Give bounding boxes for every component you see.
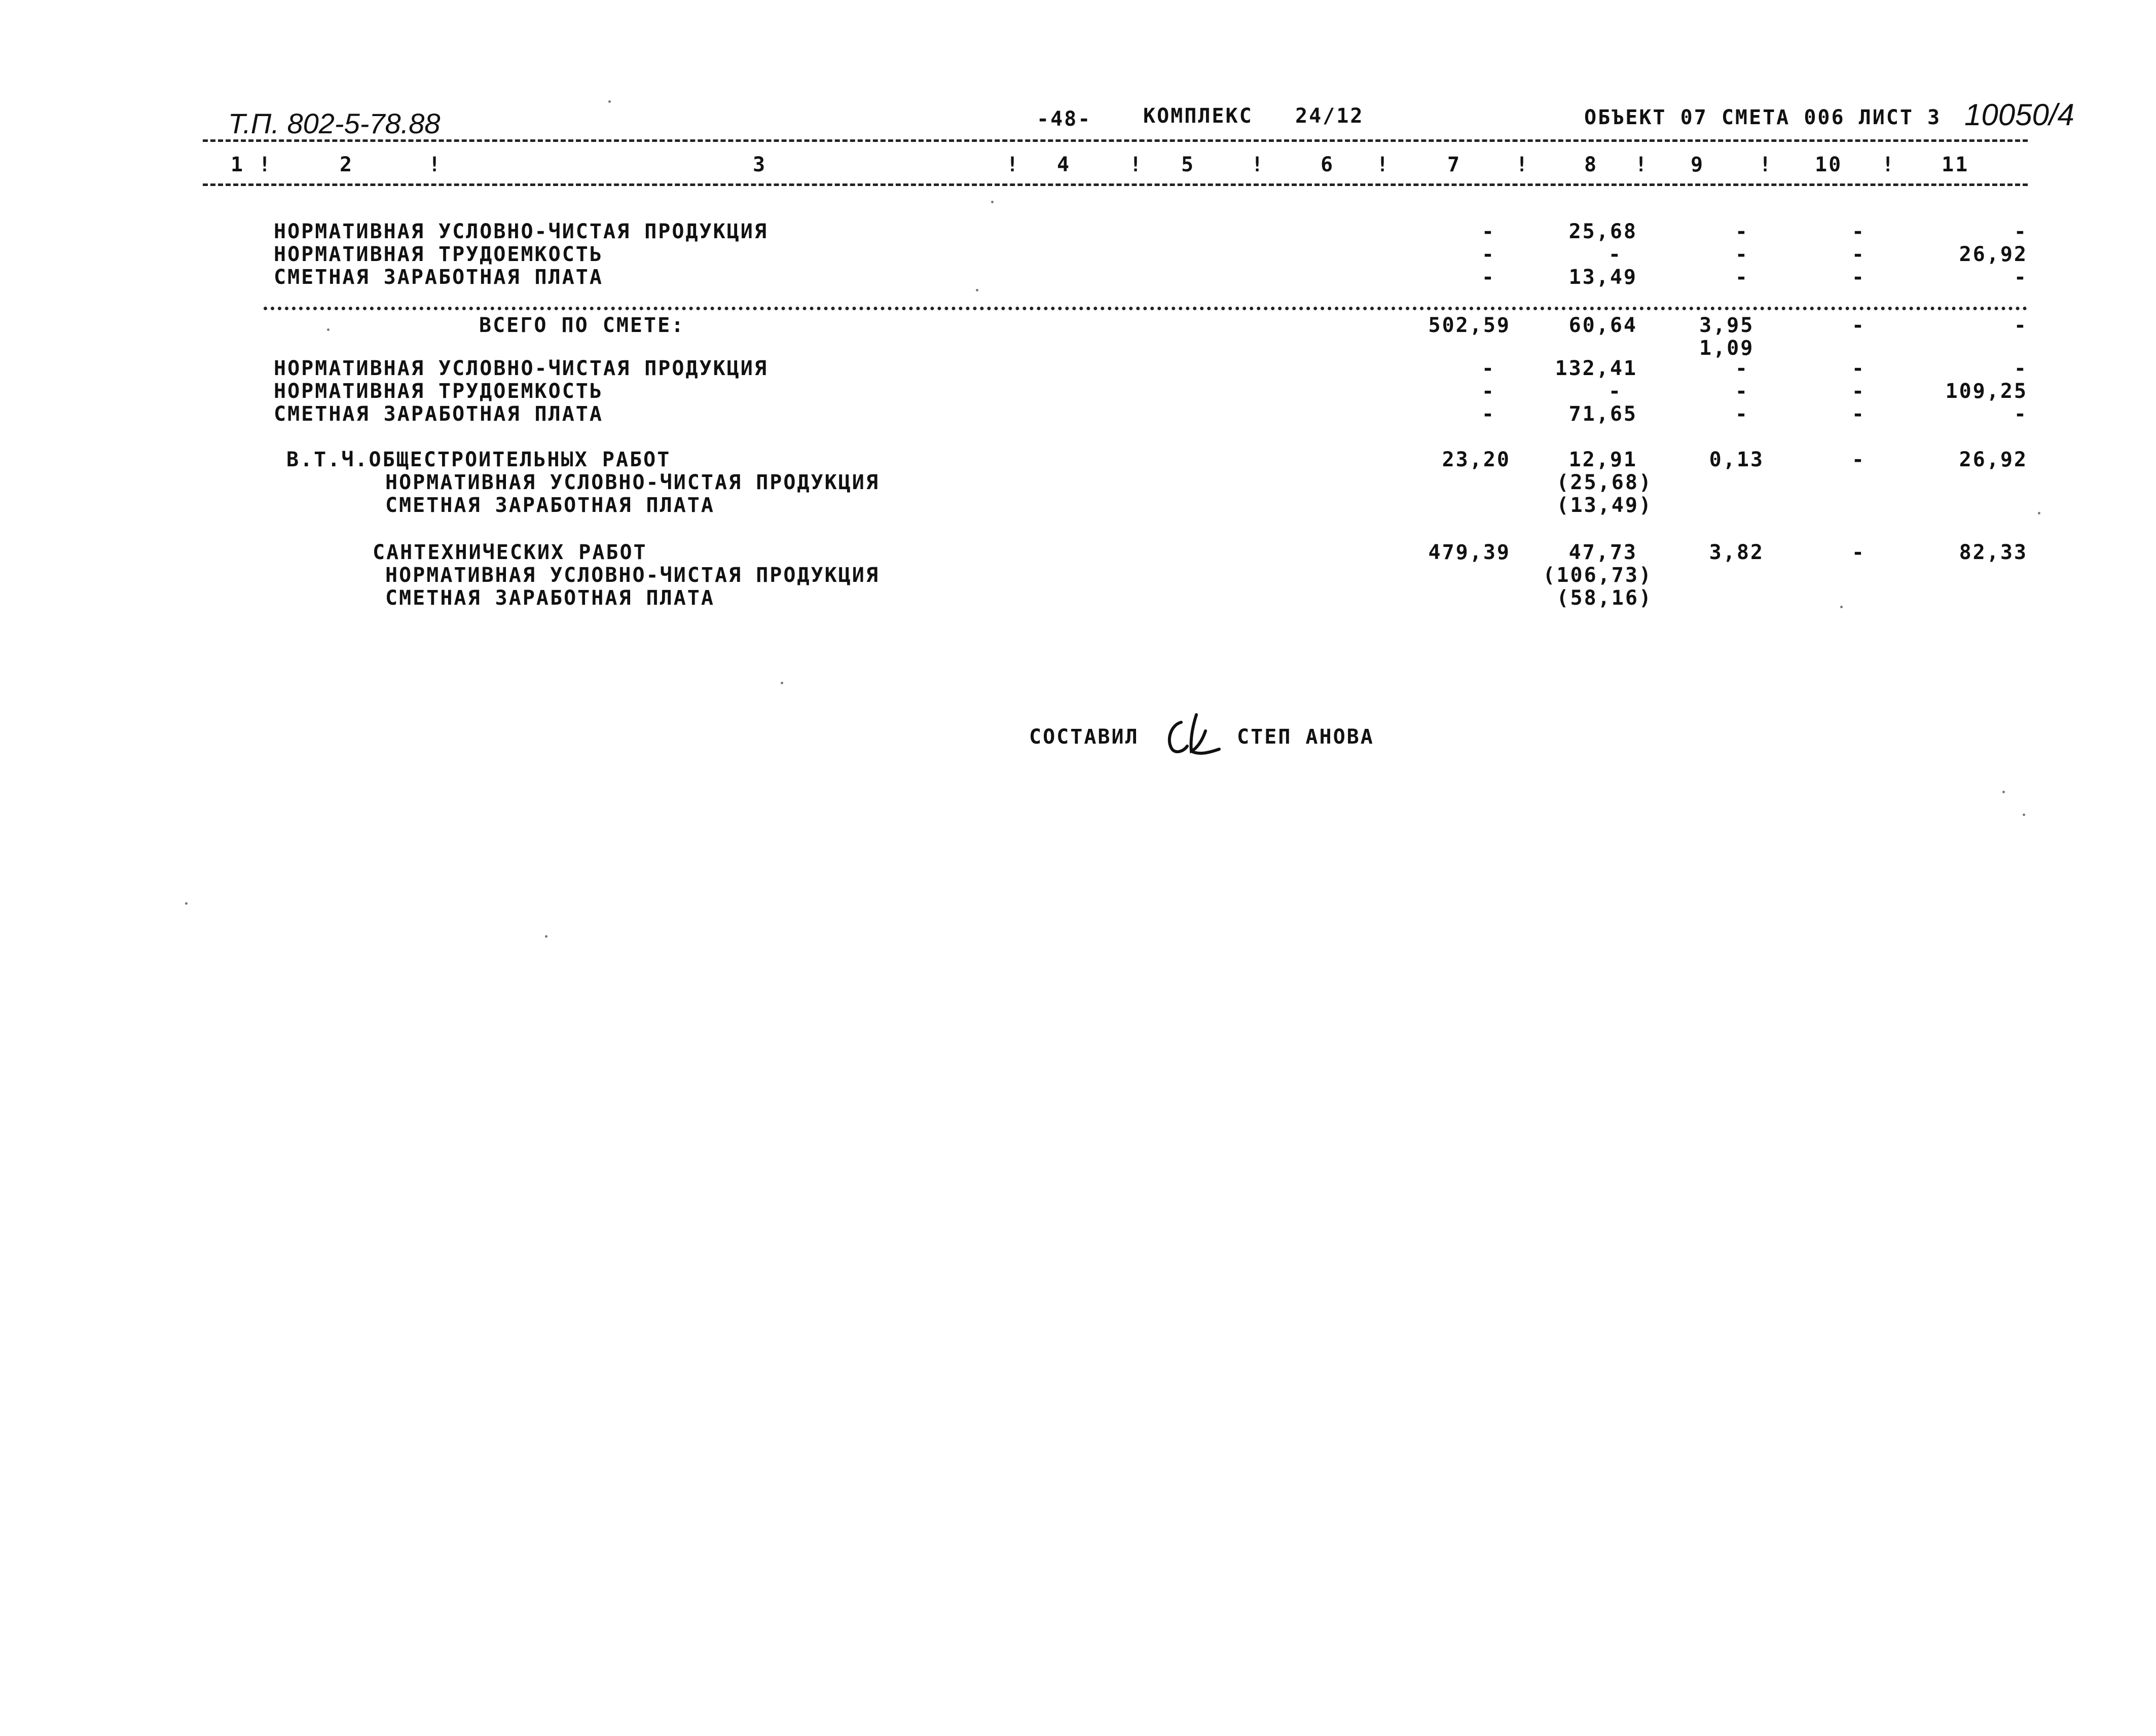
- column-separator: !: [1635, 153, 1649, 176]
- page-number: -48-: [1037, 107, 1092, 131]
- column-separator: !: [1759, 153, 1773, 176]
- cell-col11: -: [2014, 220, 2028, 243]
- row-label: В.Т.Ч.ОБЩЕСТРОИТЕЛЬНЫХ РАБОТ: [286, 448, 671, 471]
- scan-speck: [976, 289, 978, 291]
- cell-col7: -: [1481, 220, 1495, 243]
- cell-col10: -: [1851, 266, 1866, 289]
- cell-col11: 109,25: [1945, 380, 2028, 403]
- column-separator: !: [1251, 153, 1265, 176]
- cell-col8: 132,41: [1555, 357, 1637, 380]
- cell-col7: -: [1481, 380, 1495, 403]
- column-separator: !: [428, 153, 443, 176]
- total-label: ВСЕГО ПО СМЕТЕ:: [479, 314, 685, 337]
- column-separator: !: [1376, 153, 1391, 176]
- scan-speck: [608, 100, 611, 103]
- row-label: НОРМАТИВНАЯ ТРУДОЕМКОСТЬ: [274, 380, 603, 403]
- cell-col7: -: [1481, 402, 1495, 426]
- column-separator: !: [1006, 153, 1020, 176]
- cell-col8: (106,73): [1543, 564, 1653, 587]
- cell-col9: -: [1735, 380, 1749, 403]
- row-label: СМЕТНАЯ ЗАРАБОТНАЯ ПЛАТА: [385, 494, 715, 517]
- row-label: НОРМАТИВНАЯ ТРУДОЕМКОСТЬ: [274, 243, 603, 266]
- cell-col10: -: [1851, 402, 1866, 426]
- cell-col8: 13,49: [1568, 266, 1637, 289]
- column-number: 2: [340, 153, 354, 176]
- column-separator: !: [259, 153, 273, 176]
- cell-col10: -: [1851, 357, 1866, 380]
- cell-col10: -: [1851, 448, 1866, 471]
- cell-col11: 26,92: [1959, 448, 2028, 471]
- scan-speck: [2002, 791, 2005, 793]
- cell-col7: -: [1481, 266, 1495, 289]
- cell-col11: -: [2014, 314, 2028, 337]
- cell-col10: -: [1851, 380, 1866, 403]
- column-number: 8: [1584, 153, 1598, 176]
- cell-col8: 60,64: [1568, 314, 1637, 337]
- cell-col8: -: [1608, 243, 1622, 266]
- column-number: 7: [1447, 153, 1461, 176]
- cell-col10: -: [1851, 314, 1866, 337]
- cell-col7: 23,20: [1442, 448, 1511, 471]
- column-number: 11: [1942, 153, 1969, 176]
- scan-speck: [781, 682, 783, 684]
- cell-col8: (25,68): [1556, 471, 1653, 494]
- cell-col9: -: [1735, 402, 1749, 426]
- cell-col11: 26,92: [1959, 243, 2028, 266]
- scan-speck: [545, 935, 547, 938]
- cell-col10: -: [1851, 220, 1866, 243]
- compiler-name: СТЕП АНОВА: [1237, 725, 1374, 749]
- complex-number: 24/12: [1295, 104, 1364, 128]
- column-separator: !: [1129, 153, 1144, 176]
- column-number: 10: [1815, 153, 1843, 176]
- cell-col10: -: [1851, 243, 1866, 266]
- scan-speck: [991, 201, 994, 203]
- cell-col8: (13,49): [1556, 494, 1653, 517]
- complex-label: КОМПЛЕКС: [1143, 104, 1253, 128]
- cell-col9: -: [1735, 357, 1749, 380]
- cell-col9-second: 1,09: [1699, 337, 1755, 360]
- scan-speck: [1840, 606, 1843, 608]
- cell-col8: 47,73: [1568, 541, 1637, 564]
- cell-col10: -: [1851, 541, 1866, 564]
- column-number: 3: [753, 153, 767, 176]
- row-label: НОРМАТИВНАЯ УСЛОВНО-ЧИСТАЯ ПРОДУКЦИЯ: [385, 564, 880, 587]
- cell-col11: 82,33: [1959, 541, 2028, 564]
- cell-col9: -: [1735, 243, 1749, 266]
- column-number: 1: [231, 153, 245, 176]
- object-info: ОБЪЕКТ 07 СМЕТА 006 ЛИСТ 3: [1584, 106, 1942, 129]
- cell-col11: -: [2014, 402, 2028, 426]
- cell-col9: 3,82: [1709, 541, 1764, 564]
- cell-col7: -: [1481, 357, 1495, 380]
- cell-col8: 71,65: [1568, 402, 1637, 426]
- cell-col7: 479,39: [1428, 541, 1511, 564]
- compiled-label: СОСТАВИЛ: [1029, 725, 1139, 749]
- document-code: Т.П. 802-5-78.88: [228, 107, 441, 139]
- cell-col9: -: [1735, 220, 1749, 243]
- cell-col7: -: [1481, 243, 1495, 266]
- signature: [1161, 705, 1227, 765]
- column-separator: !: [1882, 153, 1896, 176]
- cell-col9: 3,95: [1699, 314, 1755, 337]
- row-label: НОРМАТИВНАЯ УСЛОВНО-ЧИСТАЯ ПРОДУКЦИЯ: [385, 471, 880, 494]
- column-number: 4: [1057, 153, 1071, 176]
- scan-speck: [2038, 512, 2040, 514]
- row-label: СМЕТНАЯ ЗАРАБОТНАЯ ПЛАТА: [274, 266, 603, 289]
- sheet-stamp: 10050/4: [1964, 98, 2074, 132]
- row-label: НОРМАТИВНАЯ УСЛОВНО-ЧИСТАЯ ПРОДУКЦИЯ: [274, 357, 768, 380]
- header-rule: [203, 139, 2028, 142]
- cell-col9: -: [1735, 266, 1749, 289]
- column-header-rule: [203, 183, 2028, 186]
- column-number: 6: [1321, 153, 1335, 176]
- column-number: 5: [1181, 153, 1195, 176]
- cell-col8: (58,16): [1556, 586, 1653, 610]
- scan-speck: [327, 328, 330, 331]
- scan-speck: [185, 902, 188, 905]
- scan-speck: [2023, 814, 2025, 816]
- total-separator-rule: [264, 307, 2028, 310]
- cell-col7: 502,59: [1428, 314, 1511, 337]
- row-label: НОРМАТИВНАЯ УСЛОВНО-ЧИСТАЯ ПРОДУКЦИЯ: [274, 220, 768, 243]
- cell-col11: -: [2014, 357, 2028, 380]
- cell-col9: 0,13: [1709, 448, 1764, 471]
- cell-col8: 25,68: [1568, 220, 1637, 243]
- row-label: САНТЕХНИЧЕСКИХ РАБОТ: [373, 541, 647, 564]
- cell-col8: 12,91: [1568, 448, 1637, 471]
- cell-col11: -: [2014, 266, 2028, 289]
- row-label: СМЕТНАЯ ЗАРАБОТНАЯ ПЛАТА: [385, 586, 715, 610]
- column-number: 9: [1691, 153, 1705, 176]
- row-label: СМЕТНАЯ ЗАРАБОТНАЯ ПЛАТА: [274, 402, 603, 426]
- cell-col8: -: [1608, 380, 1622, 403]
- column-separator: !: [1516, 153, 1530, 176]
